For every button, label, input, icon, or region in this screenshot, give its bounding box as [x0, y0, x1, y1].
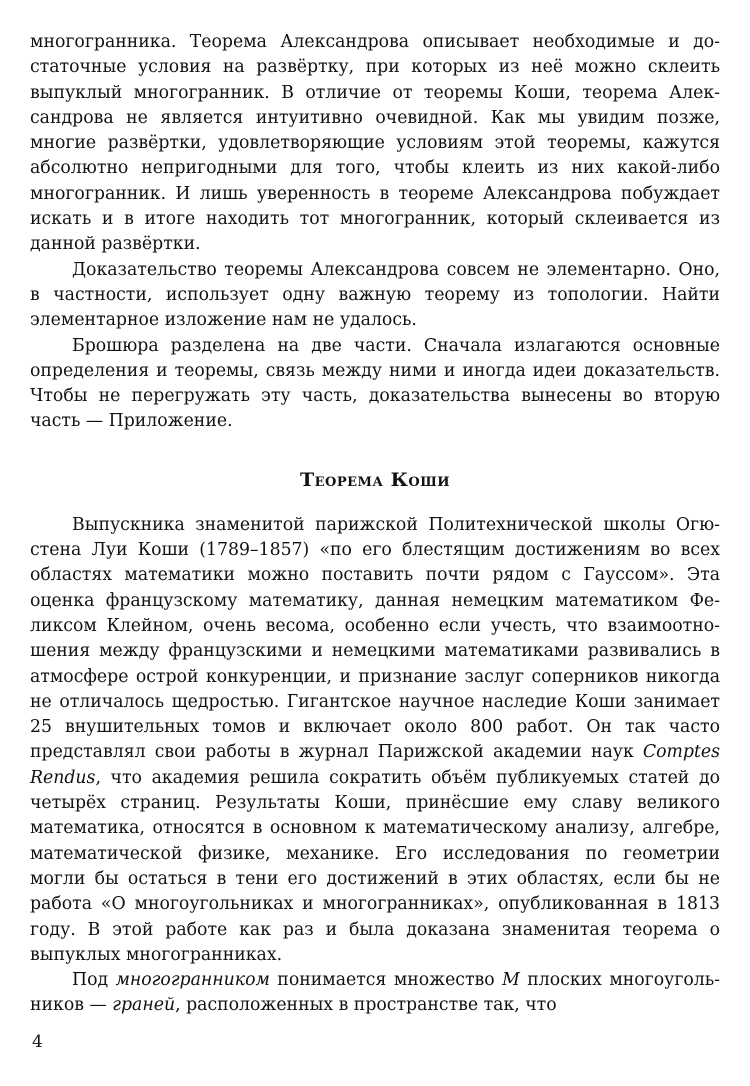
cauchy-paragraph-2-text-c: плоских многоугольников —	[30, 970, 721, 1016]
intro-paragraph-2: Доказательство теоремы Александрова совсем не элементарно. Оно, в частности, использует одну важную теорему из топологии. Найти элементарное изложение нам не удалось.	[30, 259, 720, 331]
cauchy-paragraph-1	[30, 513, 720, 968]
cauchy-paragraph-1-text-a: Выпускника знаменитой парижской Политехнической школы Огюстена Луи Коши (1789–1857) «по его блестящим достижениям во всех областях математики можно поставить почти рядом с Гауссом». Эта оценка французскому математику, данная немецким математиком Феликсом Клейном, очень весома, особенно если учесть, что взаимоотношения между французскими и немецкими математиками развивались в атмосфере острой конкуренции, и признание заслуг соперников никогда не отличалось щедростью. Гигантское научное наследие Коши занимает 25 внушительных томов и включает около 800 работ. Он так часто представлял свои работы в журнал Парижской академии наук	[30, 514, 720, 763]
page-number: 4	[32, 1032, 43, 1052]
cauchy-paragraph-2-text-b: понимается множество	[269, 970, 503, 991]
page-body	[30, 30, 720, 1019]
cauchy-paragraph-2	[30, 968, 720, 1019]
journal-title: Comptes Rendus	[30, 742, 720, 788]
cauchy-paragraph-1-text-b: , что академия решила сократить объём публикуемых статей до четырёх страниц. Результаты Коши, принёсшие ему славу великого математика, относятся в основном к математическому анализу, алгебре, математической физике, механике. Его исследования по геометрии могли бы остаться в тени его достижений в этих областях, если бы не работа «О многоугольниках и многогранниках», опубликованная в 1813 году. В этой работе как раз и была доказана знаменитая теорема о выпуклых многогранниках.	[30, 767, 720, 965]
term-faces: граней	[112, 995, 176, 1016]
cauchy-paragraph-2-text-a: Под	[72, 970, 116, 991]
intro-paragraph-1: многогранника. Теорема Александрова описывает необходимые и достаточные условия на развёртку, при которых из неё можно склеить выпуклый многогранник. В отличие от теоремы Коши, теорема Александрова не является интуитивно очевидной. Как мы увидим позже, многие развёртки, удовлетворяющие условиям этой теоремы, кажутся абсолютно непригодными для того, чтобы клеить из них какой-либо многогранник. И лишь уверенность в теореме Александрова побуждает искать и в итоге находить тот многогранник, который склеивается из данной развёртки.	[30, 32, 720, 255]
section-title: Теорема Коши	[299, 468, 451, 491]
intro-paragraph-3: Брошюра разделена на две части. Сначала излагаются основные определения и теоремы, связь между ними и иногда идеи доказательств. Чтобы не перегружать эту часть, доказательства вынесены во вторую часть — Приложение.	[30, 335, 720, 432]
symbol-m: M	[502, 970, 520, 991]
cauchy-paragraph-2-text-d: , расположенных в пространстве так, что	[175, 995, 557, 1016]
term-polyhedron: многогранником	[115, 970, 270, 991]
